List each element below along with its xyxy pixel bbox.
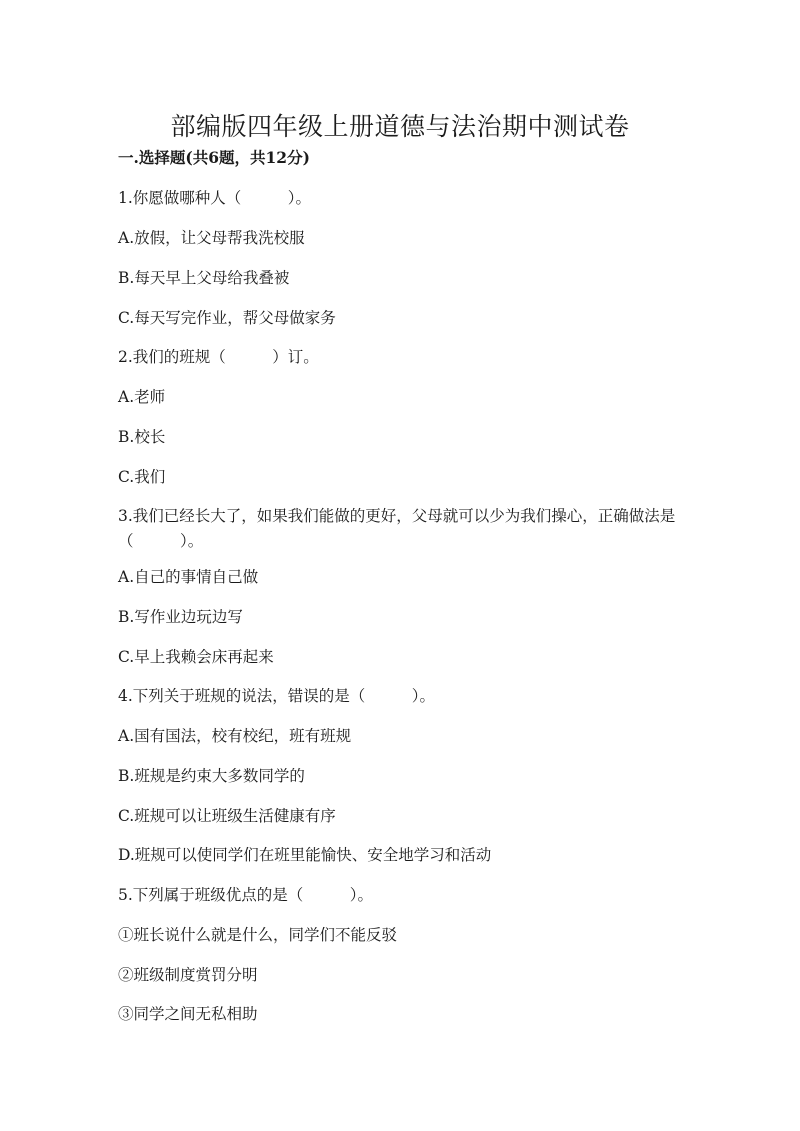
question-2-option-a: A.老师 <box>118 388 166 406</box>
question-1-option-b: B.每天早上父母给我叠被 <box>118 269 290 287</box>
question-3-option-a: A.自己的事情自己做 <box>118 568 259 586</box>
question-1-option-c: C.每天写完作业，帮父母做家务 <box>118 309 336 327</box>
question-4-option-b: B.班规是约束大多数同学的 <box>118 767 305 785</box>
question-4-option-d: D.班规可以使同学们在班里能愉快、安全地学习和活动 <box>118 846 492 864</box>
question-3-stem: 3.我们已经长大了，如果我们能做的更好，父母就可以少为我们操心，正确做法是（ ）。 <box>118 507 676 550</box>
question-2-option-c: C.我们 <box>118 468 166 486</box>
question-5-item-1: ①班长说什么就是什么，同学们不能反驳 <box>118 926 398 944</box>
section-heading: 一.选择题(共6题，共12分) <box>118 148 310 167</box>
question-4-stem: 4.下列关于班规的说法，错误的是（ ）。 <box>118 687 436 705</box>
question-5-item-2: ②班级制度赏罚分明 <box>118 966 258 984</box>
question-2-stem: 2.我们的班规（ ）订。 <box>118 348 319 366</box>
question-1-option-a: A.放假，让父母帮我洗校服 <box>118 229 305 247</box>
question-5-stem: 5.下列属于班级优点的是（ ）。 <box>118 886 374 904</box>
question-2-option-b: B.校长 <box>118 428 166 446</box>
question-1-stem: 1.你愿做哪种人（ ）。 <box>118 189 312 207</box>
question-3-option-b: B.写作业边玩边写 <box>118 608 243 626</box>
question-3-option-c: C.早上我赖会床再起来 <box>118 648 274 666</box>
question-4-option-c: C.班规可以让班级生活健康有序 <box>118 807 336 825</box>
page-title: 部编版四年级上册道德与法治期中测试卷 <box>170 111 630 141</box>
question-5-item-3: ③同学之间无私相助 <box>118 1005 258 1023</box>
question-4-option-a: A.国有国法，校有校纪，班有班规 <box>118 727 352 745</box>
